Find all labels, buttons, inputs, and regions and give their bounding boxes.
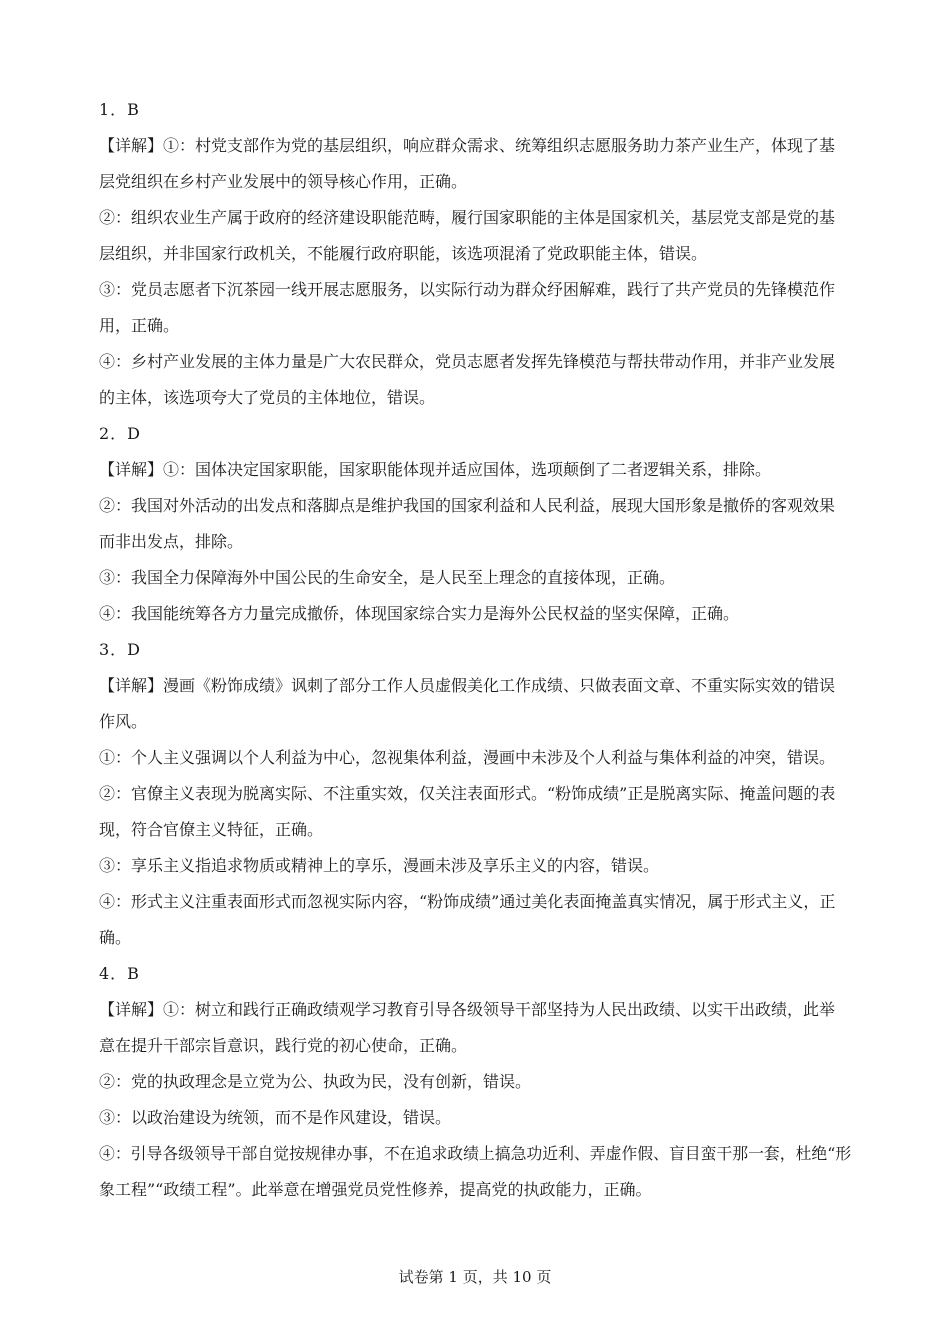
explanation-line: ③：享乐主义指追求物质或精神上的享乐，漫画未涉及享乐主义的内容，错误。 bbox=[99, 856, 660, 875]
explanation-line: 【详解】①：村党支部作为党的基层组织，响应群众需求、统筹组织志愿服务助力茶产业生产，体现了基 bbox=[99, 136, 836, 155]
explanation-line: ②：组织农业生产属于政府的经济建设职能范畴，履行国家职能的主体是国家机关，基层党支部是党的基 bbox=[99, 208, 836, 227]
explanation-line: ①：个人主义强调以个人利益为中心，忽视集体利益，漫画中未涉及个人利益与集体利益的冲突，错误。 bbox=[99, 748, 836, 767]
explanation-line: 层党组织在乡村产业发展中的领导核心作用，正确。 bbox=[99, 172, 468, 191]
explanation-line: ④：我国能统筹各方力量完成撤侨，体现国家综合实力是海外公民权益的坚实保障，正确。 bbox=[99, 604, 740, 623]
answer-heading: 4．B bbox=[99, 964, 140, 983]
answer-heading: 2．D bbox=[99, 424, 142, 443]
page-footer: 试卷第 1 页，共 10 页 bbox=[398, 1268, 552, 1286]
explanation-line: ③：党员志愿者下沉茶园一线开展志愿服务，以实际行动为群众纾困解难，践行了共产党员的先锋模范作 bbox=[99, 280, 836, 299]
explanation-line: 现，符合官僚主义特征，正确。 bbox=[99, 820, 324, 839]
explanation-line: ④：乡村产业发展的主体力量是广大农民群众，党员志愿者发挥先锋模范与帮扶带动作用，并非产业发展 bbox=[99, 352, 836, 371]
explanation-line: 而非出发点，排除。 bbox=[99, 532, 244, 551]
explanation-line: ③：以政治建设为统领，而不是作风建设，错误。 bbox=[99, 1108, 452, 1127]
explanation-line: 用，正确。 bbox=[99, 316, 180, 335]
explanation-line: ④：形式主义注重表面形式而忽视实际内容，“粉饰成绩”通过美化表面掩盖真实情况，属于形式主义，正 bbox=[99, 892, 836, 911]
explanation-line: 【详解】①：国体决定国家职能，国家职能体现并适应国体，选项颠倒了二者逻辑关系，排除。 bbox=[99, 460, 772, 479]
explanation-line: 象工程”“政绩工程”。此举意在增强党员党性修养，提高党的执政能力，正确。 bbox=[99, 1180, 652, 1199]
explanation-line: ④：引导各级领导干部自觉按规律办事，不在追求政绩上搞急功近利、弄虚作假、盲目蛮干那一套，杜绝“形 bbox=[99, 1144, 852, 1163]
answer-heading: 1．B bbox=[99, 100, 140, 119]
explanation-line: 【详解】漫画《粉饰成绩》讽刺了部分工作人员虚假美化工作成绩、只做表面文章、不重实际实效的错误 bbox=[99, 676, 836, 695]
explanation-line: 意在提升干部宗旨意识，践行党的初心使命，正确。 bbox=[99, 1036, 468, 1055]
explanation-line: 确。 bbox=[99, 928, 132, 947]
explanation-line: ②：官僚主义表现为脱离实际、不注重实效，仅关注表面形式。“粉饰成绩”正是脱离实际、掩盖问题的表 bbox=[99, 784, 836, 803]
explanation-line: 层组织，并非国家行政机关，不能履行政府职能，该选项混淆了党政职能主体，错误。 bbox=[99, 244, 708, 263]
explanation-line: ②：我国对外活动的出发点和落脚点是维护我国的国家利益和人民利益，展现大国形象是撤侨的客观效果 bbox=[99, 496, 836, 515]
answer-key-body bbox=[99, 92, 851, 1208]
explanation-line: 【详解】①：树立和践行正确政绩观学习教育引导各级领导干部坚持为人民出政绩、以实干出政绩，此举 bbox=[99, 1000, 836, 1019]
explanation-line: 作风。 bbox=[99, 712, 148, 731]
explanation-line: 的主体，该选项夸大了党员的主体地位，错误。 bbox=[99, 388, 436, 407]
answer-heading: 3．D bbox=[99, 640, 142, 659]
explanation-line: ③：我国全力保障海外中国公民的生命安全，是人民至上理念的直接体现，正确。 bbox=[99, 568, 676, 587]
explanation-line: ②：党的执政理念是立党为公、执政为民，没有创新，错误。 bbox=[99, 1072, 532, 1091]
